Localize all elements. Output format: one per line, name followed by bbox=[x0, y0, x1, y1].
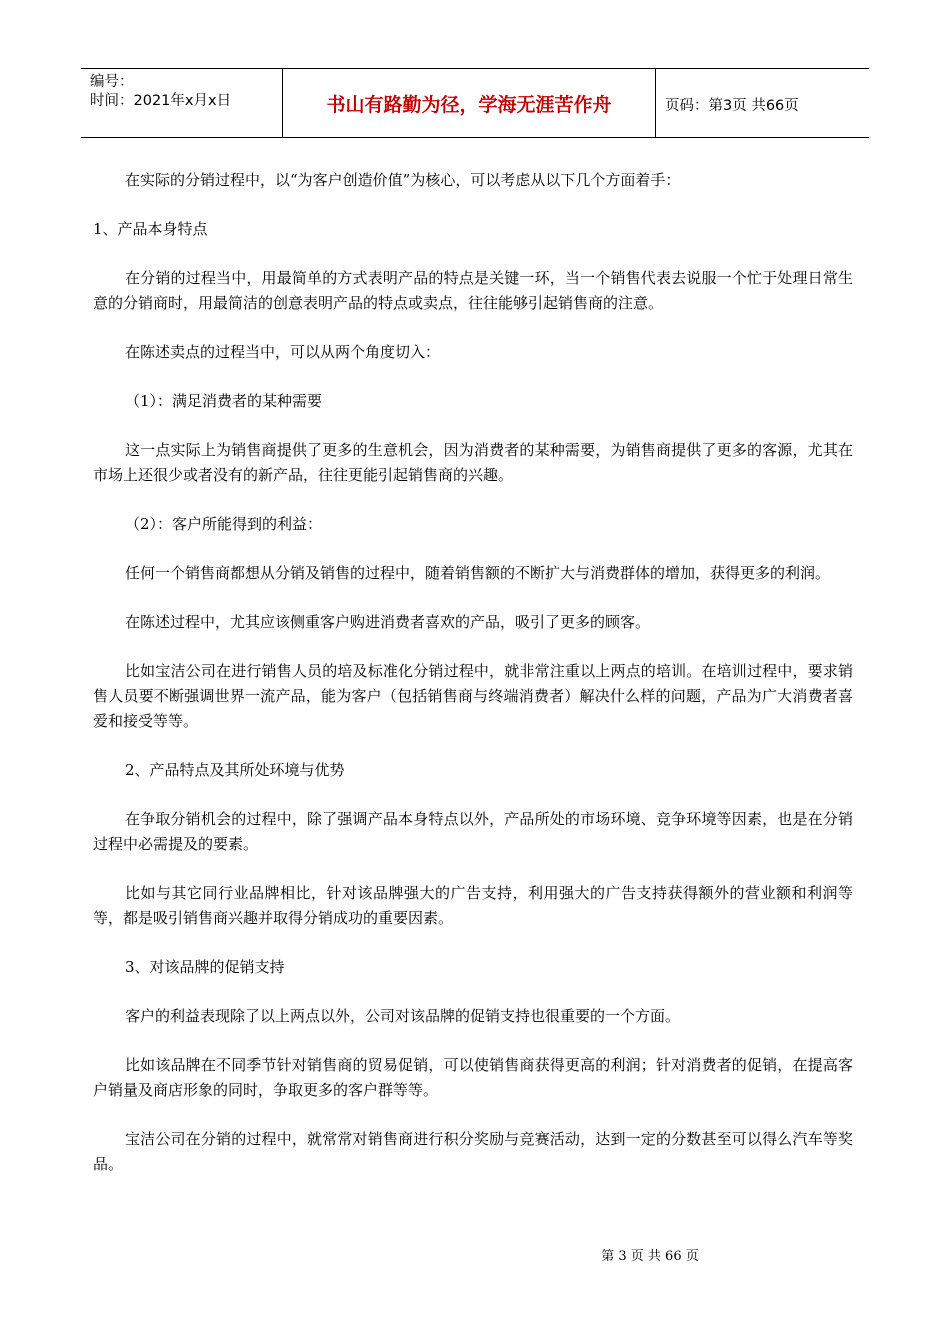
paragraph: 任何一个销售商都想从分销及销售的过程中，随着销售额的不断扩大与消费群体的增加，获得更多的利润。 bbox=[125, 564, 831, 582]
sub-heading-1: （1）：满足消费者的某种需要 bbox=[125, 392, 323, 410]
header-page-info: 页码：第3页 共66页 bbox=[665, 98, 799, 114]
header-motto: 书山有路勤为径，学海无涯苦作舟 bbox=[326, 94, 612, 116]
paragraph: 比如宝洁公司在进行销售人员的培及标准化分销过程中，就非常注重以上两点的培训。在培训过程中，要求销售人员要不断强调世界一流产品，能为客户（包括销售商与终端消费者）解决什么样的问题，产品为广大消费者喜爱和接受等等。 bbox=[93, 662, 853, 730]
paragraph: 比如与其它同行业品牌相比，针对该品牌强大的广告支持，利用强大的广告支持获得额外的营业额和利润等等，都是吸引销售商兴趣并取得分销成功的重要因素。 bbox=[93, 884, 853, 927]
paragraph-intro: 在实际的分销过程中，以“为客户创造价值”为核心，可以考虑从以下几个方面着手： bbox=[125, 171, 681, 189]
header-page-cell bbox=[656, 69, 869, 137]
paragraph: 在分销的过程当中，用最简单的方式表明产品的特点是关键一环，当一个销售代表去说服一个忙于处理日常生意的分销商时，用最简洁的创意表明产品的特点或卖点，往往能够引起销售商的注意。 bbox=[93, 269, 853, 312]
paragraph: 在陈述过程中，尤其应该侧重客户购进消费者喜欢的产品，吸引了更多的顾客。 bbox=[125, 613, 651, 631]
section-heading-1: 1、产品本身特点 bbox=[93, 220, 208, 238]
section-heading-3: 3、对该品牌的促销支持 bbox=[125, 958, 285, 976]
page-header bbox=[81, 68, 869, 138]
section-heading-2: 2、产品特点及其所处环境与优势 bbox=[125, 761, 345, 779]
sub-heading-2: （2）：客户所能得到的利益： bbox=[125, 515, 323, 533]
page-footer: 第 3 页 共 66 页 bbox=[601, 1249, 699, 1264]
header-motto-cell bbox=[283, 69, 656, 137]
document-date: 时间：2021年x月x日 bbox=[90, 93, 232, 109]
document-body bbox=[93, 168, 853, 1201]
paragraph: 这一点实际上为销售商提供了更多的生意机会，因为消费者的某种需要，为销售商提供了更多的客源，尤其在市场上还很少或者没有的新产品，往往更能引起销售商的兴趣。 bbox=[93, 441, 853, 484]
header-meta-cell bbox=[81, 69, 283, 137]
paragraph: 在争取分销机会的过程中，除了强调产品本身特点以外，产品所处的市场环境、竞争环境等因素，也是在分销过程中必需提及的要素。 bbox=[93, 810, 853, 853]
paragraph: 在陈述卖点的过程当中，可以从两个角度切入： bbox=[125, 343, 441, 361]
paragraph: 比如该品牌在不同季节针对销售商的贸易促销，可以使销售商获得更高的利润；针对消费者的促销，在提高客户销量及商店形象的同时，争取更多的客户群等等。 bbox=[93, 1056, 853, 1099]
paragraph: 客户的利益表现除了以上两点以外，公司对该品牌的促销支持也很重要的一个方面。 bbox=[125, 1007, 681, 1025]
document-number-label: 编号： bbox=[90, 74, 134, 90]
paragraph: 宝洁公司在分销的过程中，就常常对销售商进行积分奖励与竞赛活动，达到一定的分数甚至可以得么汽车等奖品。 bbox=[93, 1130, 853, 1173]
